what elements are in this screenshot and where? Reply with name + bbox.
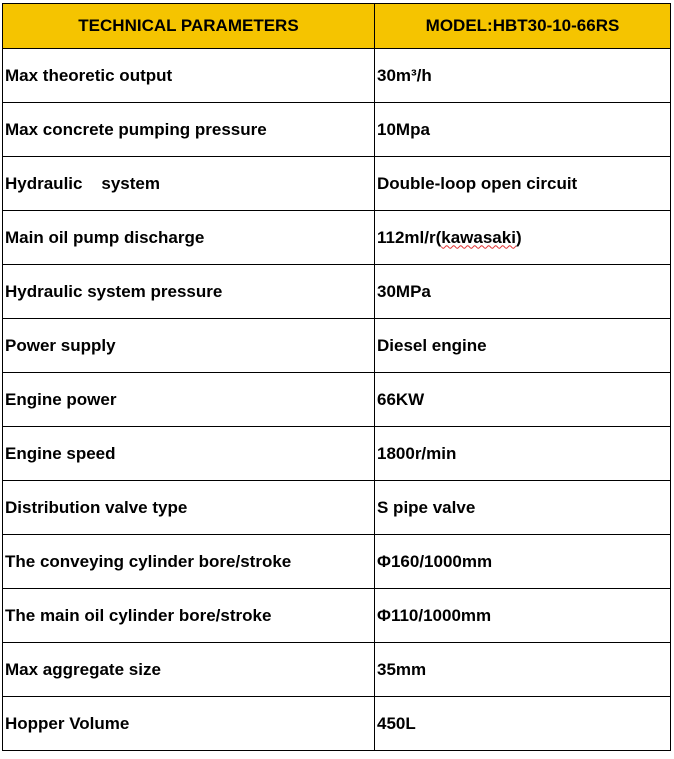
table-row — [3, 427, 671, 481]
parameter-name: Engine power — [3, 373, 375, 427]
table-row — [3, 589, 671, 643]
table-row — [3, 265, 671, 319]
header-model: MODEL:HBT30-10-66RS — [375, 4, 671, 49]
table-row — [3, 319, 671, 373]
parameter-value: 450L — [375, 697, 671, 751]
table-row — [3, 103, 671, 157]
parameter-name: Max theoretic output — [3, 49, 375, 103]
header-technical-parameters: TECHNICAL PARAMETERS — [3, 4, 375, 49]
technical-parameters-table — [2, 3, 671, 751]
table-row — [3, 49, 671, 103]
parameter-value — [375, 211, 671, 265]
parameter-value: 66KW — [375, 373, 671, 427]
parameter-value: Φ160/1000mm — [375, 535, 671, 589]
parameter-value: 35mm — [375, 643, 671, 697]
table-row — [3, 211, 671, 265]
parameter-name: Main oil pump discharge — [3, 211, 375, 265]
parameter-name: Max aggregate size — [3, 643, 375, 697]
table-row — [3, 697, 671, 751]
parameter-value: Double-loop open circuit — [375, 157, 671, 211]
table-header-row — [3, 4, 671, 49]
parameter-value: 30MPa — [375, 265, 671, 319]
parameter-name: The main oil cylinder bore/stroke — [3, 589, 375, 643]
parameter-name: Hydraulic system pressure — [3, 265, 375, 319]
value-suffix: ) — [515, 227, 522, 247]
value-prefix: 112ml/r( — [377, 227, 442, 247]
table-row — [3, 481, 671, 535]
parameter-name: Distribution valve type — [3, 481, 375, 535]
parameter-name: The conveying cylinder bore/stroke — [3, 535, 375, 589]
parameter-name: Power supply — [3, 319, 375, 373]
table-row — [3, 643, 671, 697]
parameter-name: Max concrete pumping pressure — [3, 103, 375, 157]
parameter-name: Engine speed — [3, 427, 375, 481]
parameter-value: 10Mpa — [375, 103, 671, 157]
spellcheck-flagged-word: kawasaki — [441, 227, 516, 247]
parameter-value: Φ110/1000mm — [375, 589, 671, 643]
parameter-value: Diesel engine — [375, 319, 671, 373]
table-row — [3, 373, 671, 427]
parameter-name: Hydraulic system — [3, 157, 375, 211]
parameter-value: 1800r/min — [375, 427, 671, 481]
parameter-name: Hopper Volume — [3, 697, 375, 751]
table-row — [3, 157, 671, 211]
parameter-value: S pipe valve — [375, 481, 671, 535]
parameter-value: 30m³/h — [375, 49, 671, 103]
table-row — [3, 535, 671, 589]
